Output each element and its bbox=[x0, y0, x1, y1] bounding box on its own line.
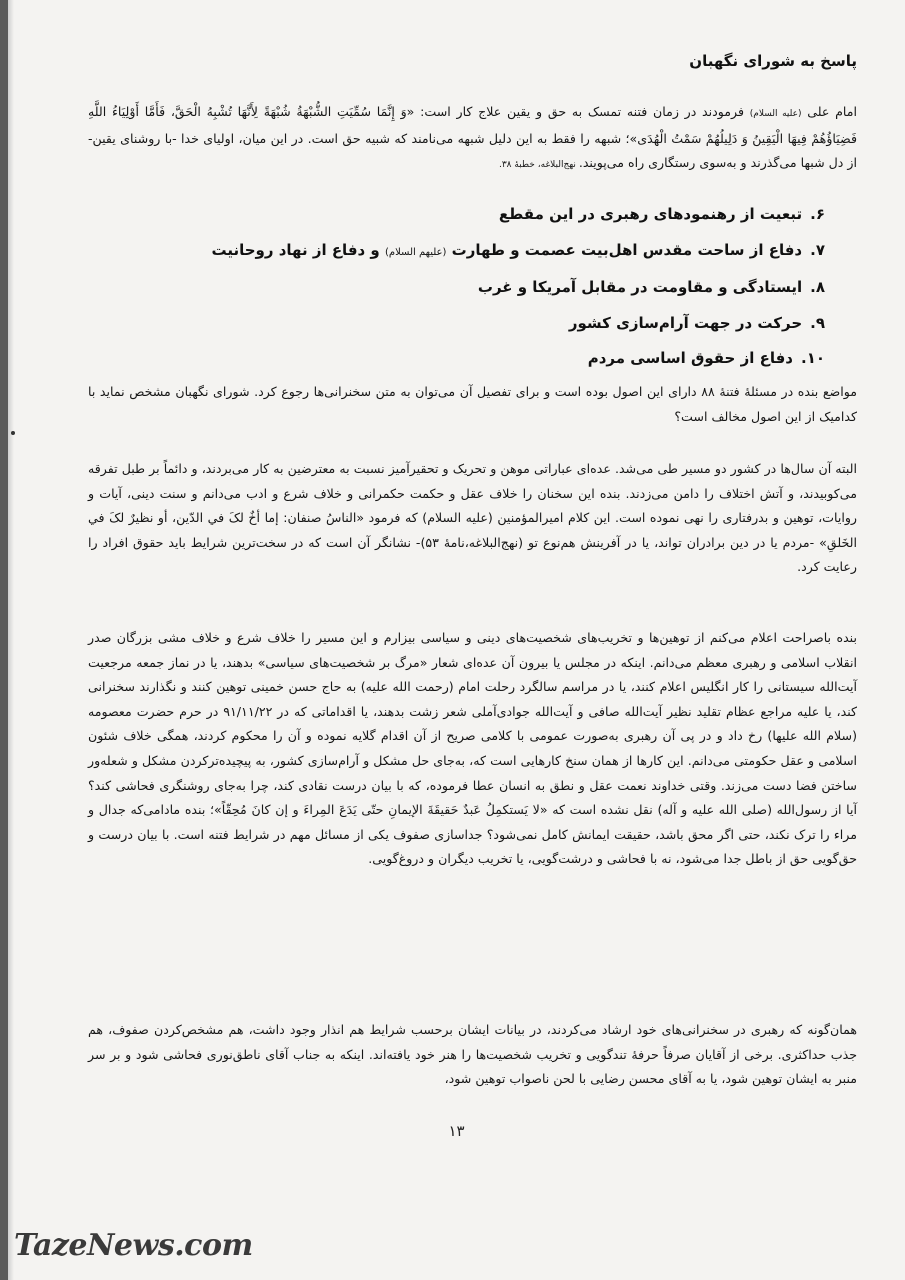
scan-mark bbox=[11, 431, 15, 435]
principles-list bbox=[88, 197, 825, 377]
paragraph-text: مواضع بنده در مسئلۀ فتنۀ ۸۸ دارای این اصول بوده است و برای تفصیل آن می‌توان به متن سخنرانی‌ها رجوع کرد. شورای نگهبان مشخص نماید با کدامیک از این اصول مخالف است؟ bbox=[88, 384, 858, 424]
principle-honorific: (علیهم السلام) bbox=[384, 246, 447, 258]
principle-number: ۶. bbox=[810, 205, 825, 223]
paragraph-3 bbox=[88, 626, 857, 872]
paragraph-2 bbox=[88, 457, 857, 580]
intro-paragraph bbox=[88, 100, 857, 178]
principle-text: دفاع از ساحت مقدس اهل‌بیت عصمت و طهارت bbox=[446, 240, 803, 259]
intro-text-before: امام علی bbox=[801, 104, 857, 119]
principle-number: ۸. bbox=[810, 278, 825, 296]
principle-number: ۷. bbox=[810, 240, 825, 259]
principle-item bbox=[88, 233, 825, 271]
site-watermark: TazeNews.com bbox=[14, 1228, 253, 1263]
principle-item bbox=[88, 197, 825, 233]
principle-number: ۱۰. bbox=[800, 349, 825, 367]
intro-citation: نهج‌البلاغه، خطبۀ ۳۸. bbox=[498, 160, 579, 171]
principle-text: ایستادگی و مقاومت در مقابل آمریکا و غرب bbox=[477, 278, 803, 296]
principle-text: تبعیت از رهنمودهای رهبری در این مقطع bbox=[498, 205, 803, 223]
paragraph-text: همان‌گونه که رهبری در سخنرانی‌های خود ارشاد می‌کردند، در بیانات ایشان برحسب شرایط هم انذار وجود داشت، هم مشخص‌کردن صفوف، هم جذب حداکثری. برخی از آقایان صرفاً حرفۀ تندگویی و تخریب شخصیت‌ها را هنر خود یافته‌اند. اینکه به جناب آقای ناطق‌نوری فحاشی شود و بر سر منبر به ایشان توهین شود، یا به آقای محسن رضایی با لحن ناصواب توهین شود، bbox=[88, 1022, 857, 1087]
document-page bbox=[8, 0, 905, 1280]
principle-item bbox=[88, 306, 825, 342]
running-header: پاسخ به شورای نگهبان bbox=[689, 52, 857, 70]
principle-number: ۹. bbox=[810, 313, 825, 332]
intro-text-main: فرمودند در زمان فتنه تمسک به حق و یقین علاج کار است: «وَ إِنَّمَا سُمِّيَتِ الشُّبْهَةُ شُبْهَةً لِأَنَّهَا تُشْبِهُ الْحَقَّ، فَأَمَّا أَوْلِيَاءُ اللَّهِ فَضِيَاؤُهُمْ فِيهَا الْيَقِينُ وَ دَلِيلُهُمْ سَمْتُ الْهُدَى»؛ شبهه را فقط به این دلیل شبهه می‌نامند که شبیه حق است. در این میان، اولیای خدا -با روشنای یقین- از دل شبها می‌گذرند و به‌سوی رستگاری راه می‌پویند. bbox=[88, 104, 857, 171]
principle-item bbox=[88, 341, 825, 377]
paragraph-4 bbox=[88, 1018, 857, 1092]
page-number: ۱۳ bbox=[448, 1122, 465, 1140]
principle-item bbox=[88, 270, 825, 306]
paragraph-text: بنده باصراحت اعلام می‌کنم از توهین‌ها و تخریب‌های شخصیت‌های دینی و سیاسی بیزارم و این مسیر را خلاف شرع و خلاف مشی بزرگان صدر انقلاب اسلامی و رهبری معظم می‌دانم. اینکه در مجلس یا بیرون آن عده‌ای شعار «مرگ بر شخصیت‌های سیاسی» بدهند، یا در نماز جمعه مرجعیت آیت‌الله سیستانی را کار انگلیس اعلام کنند، یا در مراسم سالگرد رحلت امام (رحمت الله علیه) به حاج حسن خمینی توهین کنند و نگذارند سخنرانی کند، یا علیه مراجع عظام تقلید نظیر آیت‌الله صافی و آیت‌الله جوادی‌آملی شعر زشت بدهند، یا اقداماتی که در ۹۱/۱۱/۲۲ در حرم حضرت معصومه (سلام الله علیها) رخ داد و در پی آن رهبری به‌صورت عمومی با کلامی صریح از آن اقدام گلایه نموده و آن را محکوم کردند، همگی خلاف شئون اسلامی و عقل حکومتی می‌دانم. این کارها از همان سنخ کارهایی است که، به‌جای حل مشکل و آرام‌سازی کشور، به پیچیده‌ترکردن مشکل و شعله‌ور ساختن فضا دست می‌زند. وقتی خداوند نعمت عقل و نطق به انسان عطا فرموده، که با بیان درست نقادی کند، چرا به‌جای روشنگری فحاشی کند؟ آیا از رسول‌الله (صلی الله علیه و آله) نقل نشده است که «لا يَستكمِلُ عَبدٌ حَقيقَةَ الإيمانِ حتّى يَدَعَ المِراءَ و إن كانَ مُحِقّاً»؛ بنده مادامی‌که جدال و مراء را ترک نکند، حتی اگر محق باشد، حقیقت ایمانش کامل نمی‌شود؟ جداسازی صفوف یکی از مسائل مهم در شرایط فتنه است. با بیان درست و حق‌گویی حق از باطل جدا می‌شود، نه با فحاشی و درشت‌گویی، یا تخریب دیگران و دروغ‌گویی. bbox=[88, 630, 857, 867]
principle-text: دفاع از حقوق اساسی مردم bbox=[587, 349, 793, 367]
intro-honorific: (علیه السلام) bbox=[749, 109, 802, 119]
principle-text: حرکت در جهت آرام‌سازی کشور bbox=[568, 313, 803, 332]
principle-text-after: و دفاع از نهاد روحانیت bbox=[211, 240, 385, 259]
paragraph-1 bbox=[88, 380, 857, 429]
paragraph-text: البته آن سال‌ها در کشور دو مسیر طی می‌شد. عده‌ای عباراتی موهن و تحریک و تحقیرآمیز نسبت به معترضین به کار می‌بردند، و دائماً بر طبل تفرقه می‌کوبیدند، و آتش اختلاف را دامن می‌زدند. بنده این سخنان را خلاف عقل و حکمت حکمرانی و خلاف شرع و ادب می‌دانم و سنت دینی، آیات و روایات، توهین و بدرفتاری را نهی نموده است. این کلام امیرالمؤمنین (علیه السلام) که فرمود «الناسُ صنفان: إما أخٌ لکَ في الدّين، أو نظيرٌ لکَ في الخَلقِ» -مردم یا در دین برادران تواند، یا در آفرینش هم‌نوع تو (نهج‌البلاغه،نامۀ ۵۳)- نشانگر آن است که در سخت‌ترین شرایط باید حقوق افراد را رعایت کرد. bbox=[88, 461, 857, 575]
